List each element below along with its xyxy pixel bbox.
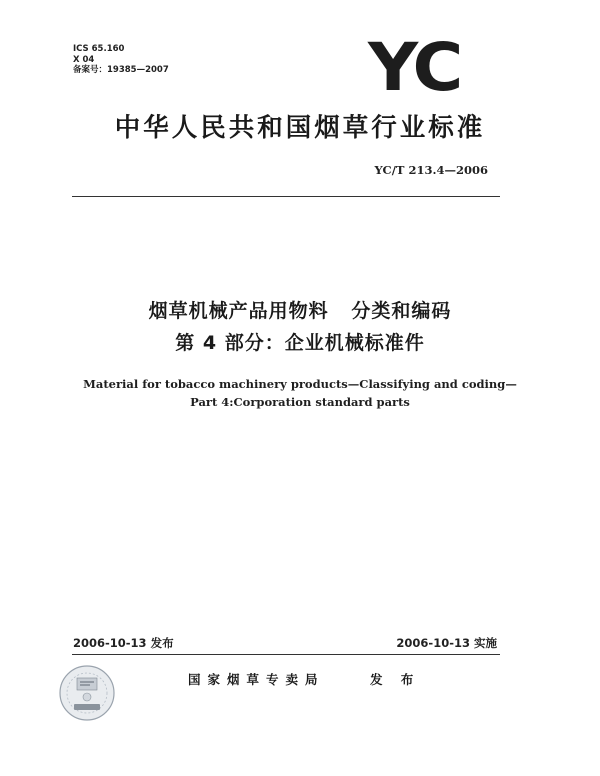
issuing-authority — [188, 670, 420, 688]
document-title-en-line2: Part 4:Corporation standard parts — [190, 395, 410, 409]
standard-category-title: 中华人民共和国烟草行业标准 — [114, 113, 486, 143]
standard-number: YC/T 213.4—2006 — [374, 163, 488, 177]
filing-number: 备案号：19385—2007 — [73, 65, 169, 75]
category-code: X 04 — [73, 54, 95, 65]
issue-action: 发 布 — [369, 672, 421, 687]
document-title-zh-line1: 烟草机械产品用物料 分类和编码 — [148, 300, 452, 322]
seal-stamp-icon — [58, 664, 116, 722]
header-divider — [72, 196, 500, 197]
publish-date: 2006-10-13 发布 — [73, 636, 174, 650]
issuer-name: 国家烟草专卖局 — [188, 672, 325, 687]
yc-logo: YC — [368, 29, 461, 106]
document-title-en-line1: Material for tobacco machinery products—Classifying and coding— — [83, 377, 517, 391]
ics-code: ICS 65.160 — [73, 44, 125, 54]
classification-block — [73, 44, 169, 76]
implement-date: 2006-10-13 实施 — [396, 636, 497, 650]
document-title-zh-line2: 第 4 部分：企业机械标准件 — [175, 332, 425, 354]
footer-divider — [72, 654, 500, 655]
